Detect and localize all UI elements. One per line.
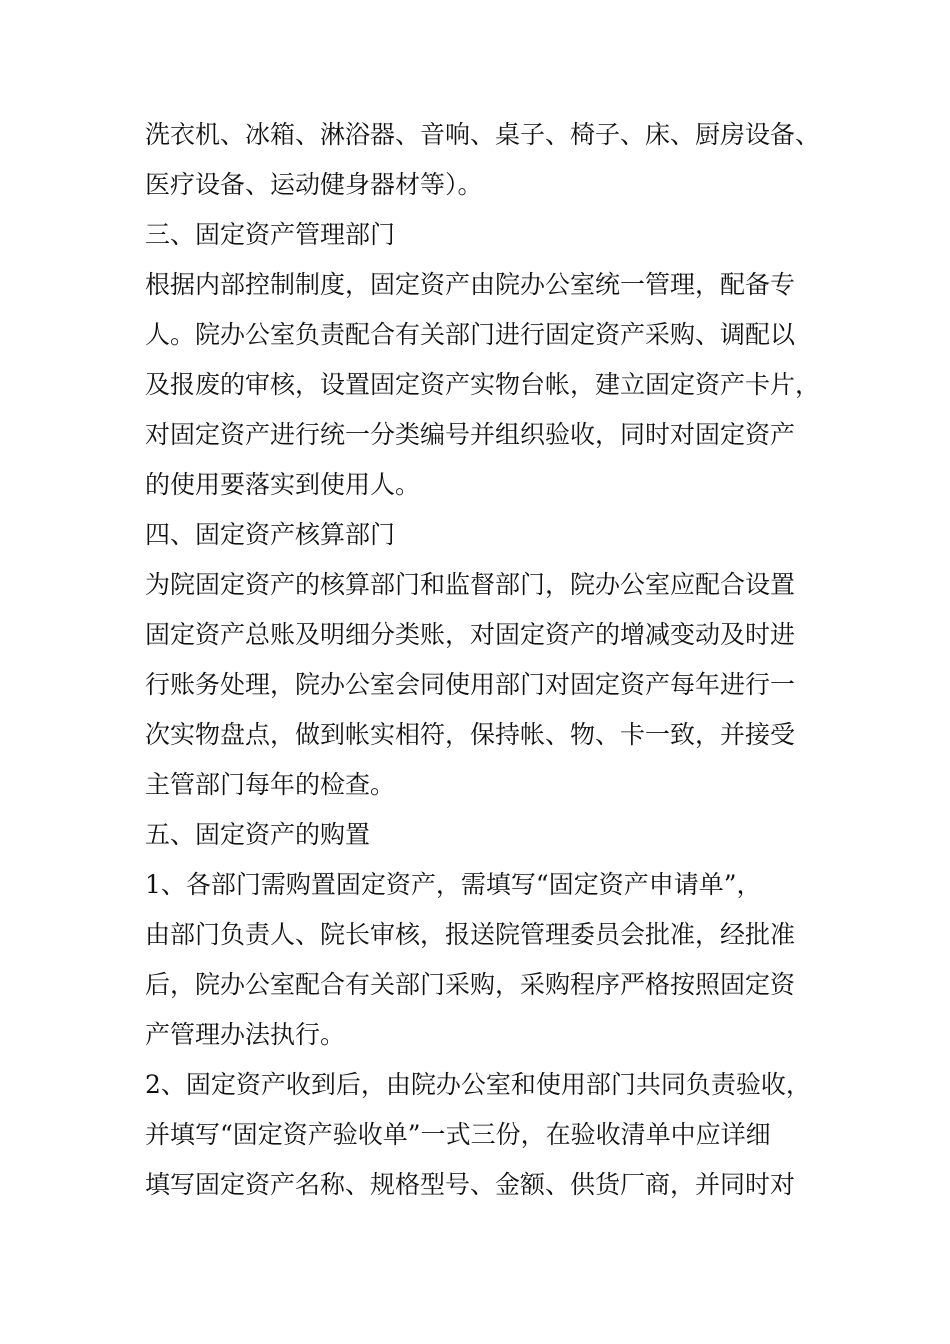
text-line: 人。院办公室负责配合有关部门进行固定资产采购、调配以 <box>145 320 796 349</box>
section-heading: 五、固定资产的购置 <box>145 820 371 849</box>
text-line: 根据内部控制制度，固定资产由院办公室统一管理，配备专 <box>145 270 796 299</box>
text-line: 及报废的审核，设置固定资产实物台帐，建立固定资产卡片， <box>145 370 821 399</box>
text-line: 并填写“固定资产验收单”一式三份，在验收清单中应详细 <box>145 1120 771 1149</box>
text-line: 产管理办法执行。 <box>145 1020 346 1049</box>
text-line: 医疗设备、运动健身器材等）。 <box>145 170 483 199</box>
text-line: 由部门负责人、院长审核，报送院管理委员会批准，经批准 <box>145 920 796 949</box>
text-line: 对固定资产进行统一分类编号并组织验收，同时对固定资产 <box>145 420 796 449</box>
text-line: 后，院办公室配合有关部门采购，采购程序严格按照固定资 <box>145 970 796 999</box>
text-line: 主管部门每年的检查。 <box>145 770 396 799</box>
document-body <box>145 110 825 1210</box>
text-line: 的使用要落实到使用人。 <box>145 470 421 499</box>
section-heading: 三、固定资产管理部门 <box>145 220 396 249</box>
text-line: 固定资产总账及明细分类账，对固定资产的增减变动及时进 <box>145 620 796 649</box>
text-line: 次实物盘点，做到帐实相符，保持帐、物、卡一致，并接受 <box>145 720 796 749</box>
text-line: 1、各部门需购置固定资产，需填写“固定资产申请单”， <box>145 870 762 899</box>
text-line: 洗衣机、冰箱、淋浴器、音响、桌子、椅子、床、厨房设备、 <box>145 120 821 149</box>
text-line: 2、固定资产收到后，由院办公室和使用部门共同负责验收， <box>145 1070 811 1099</box>
text-line: 填写固定资产名称、规格型号、金额、供货厂商，并同时对 <box>145 1170 796 1199</box>
section-heading: 四、固定资产核算部门 <box>145 520 396 549</box>
text-line: 为院固定资产的核算部门和监督部门，院办公室应配合设置 <box>145 570 796 599</box>
text-line: 行账务处理，院办公室会同使用部门对固定资产每年进行一 <box>145 670 796 699</box>
